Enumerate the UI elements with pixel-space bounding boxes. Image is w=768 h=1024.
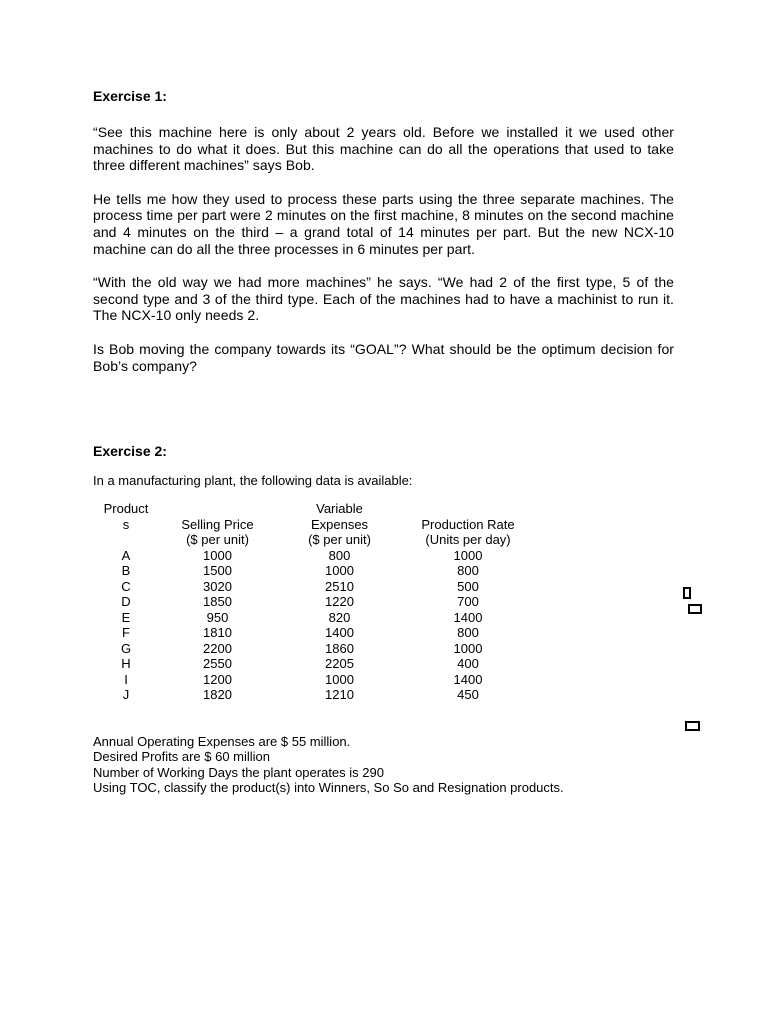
header-line: Variable [316,501,363,516]
table-cell: 1810 [203,625,232,640]
exercise-2-intro: In a manufacturing plant, the following data is available: [93,473,413,488]
table-cell: 1000 [453,640,483,656]
table-cell: D [121,594,131,609]
table-cell: 1220 [325,594,354,609]
table-cell: 2510 [325,578,354,594]
header-line: ($ per unit) [308,532,371,547]
placeholder-box-icon [683,587,691,599]
table-cell: 800 [328,547,351,563]
table-cell: H [121,656,131,671]
note-line: Annual Operating Expenses are $ 55 million. [93,734,351,749]
table-cell: 1860 [325,640,354,656]
table-cell: 700 [457,594,479,609]
table-row [93,656,533,672]
exercise-2-notes [93,734,564,795]
header-line: ($ per unit) [186,532,249,547]
table-cell: C [121,578,131,594]
exercise-1-section [93,88,674,374]
table-row [93,687,533,703]
exercise-1-paragraph: “With the old way we had more machines” he says. “We had 2 of the first type, 5 of the second type and 3 of the third type. Each of the machines had to have a machinist to run it. The NCX-10 only needs 2. [93,274,674,324]
header-selling-price [159,501,276,548]
note-line: Desired Profits are $ 60 million [93,749,271,765]
header-products [93,501,159,548]
table-cell: 2550 [203,656,232,671]
note-line: Using TOC, classify the product(s) into Winners, So So and Resignation products. [93,779,564,795]
table-row [93,625,533,641]
table-cell: 800 [457,563,479,578]
table-cell: 1400 [453,671,483,687]
placeholder-box-icon [688,604,702,614]
table-cell: 1400 [325,625,354,640]
table-header-row [93,501,533,548]
table-cell: B [121,563,131,578]
exercise-2-heading: Exercise 2: [93,443,167,459]
table-cell: E [121,609,131,625]
header-production-rate [403,501,533,548]
table-cell: 1200 [203,671,232,687]
placeholder-box-icon [685,721,700,731]
table-row [93,579,533,595]
table-cell: 2205 [325,656,354,671]
table-cell: F [122,625,130,640]
exercise-1-question: Is Bob moving the company towards its “GOAL”? What should be the optimum decision for Bob’s company? [93,340,674,374]
table-cell: 1000 [325,671,354,687]
table-cell: 450 [457,687,479,702]
table-cell: 1000 [453,547,483,563]
header-line: Expenses [310,516,369,532]
table-cell: I [124,671,128,687]
header-line: s [122,516,130,532]
exercise-1-paragraph: He tells me how they used to process these parts using the three separate machines. The process time per part were 2 minutes on the first machine, 8 minutes on the second machine and 4 minutes on the third – a grand total of 14 minutes per part. But the new NCX-10 machine can do all the three processes in 6 minutes per part. [93,190,674,257]
table-cell: 400 [457,656,479,671]
table-cell: 3020 [203,578,232,594]
table-cell: 1850 [203,594,232,609]
header-line: Product [103,501,149,516]
table-cell: 1820 [203,687,232,702]
table-cell: 1500 [203,563,232,578]
table-row [93,641,533,657]
table-row [93,672,533,688]
table-row [93,610,533,626]
table-cell: 950 [206,609,229,625]
table-cell: 1400 [453,609,483,625]
table-cell: 1000 [203,547,232,563]
table-cell: 1210 [325,687,354,702]
table-cell: 2200 [203,640,232,656]
exercise-1-paragraph: “See this machine here is only about 2 years old. Before we installed it we used other machines to do what it does. But this machine can do all the operations that used to take three different machines” says Bob. [93,124,674,174]
table-cell: G [120,640,132,656]
table-cell: 1000 [325,563,354,578]
exercise-1-heading: Exercise 1: [93,88,167,104]
table-row [93,594,533,610]
table-row [93,563,533,579]
header-variable-expenses [276,501,403,548]
product-data-table [93,501,533,703]
header-line: Selling Price [181,516,254,532]
table-cell: 820 [328,609,351,625]
header-line: (Units per day) [425,532,511,547]
table-cell: 500 [457,578,479,594]
table-cell: J [122,687,130,702]
table-cell: A [121,547,131,563]
table-row [93,548,533,564]
table-cell: 800 [457,625,479,640]
header-line: Production Rate [421,516,515,532]
note-line: Number of Working Days the plant operates is 290 [93,764,384,780]
